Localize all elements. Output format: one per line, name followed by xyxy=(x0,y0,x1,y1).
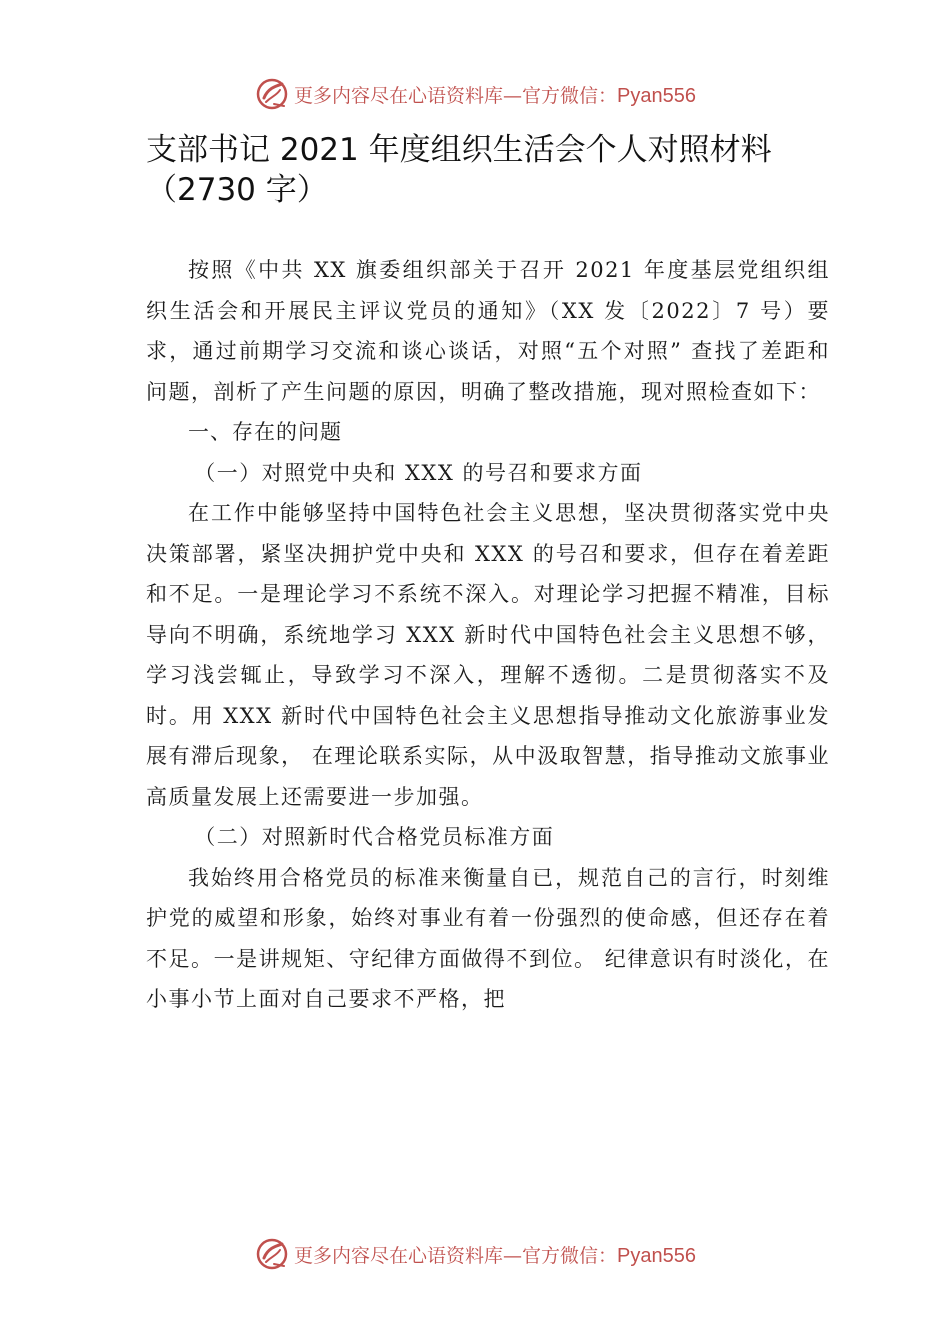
section-heading-problems: 一、存在的问题 xyxy=(188,420,342,444)
header-wechat-handle: Pyan556 xyxy=(617,84,696,107)
header-banner xyxy=(0,72,950,116)
subsection-body-2: 我始终用合格党员的标准来衡量自已，规范自己的言行，时刻维护党的威望和形象，始终对事业有着一份强烈的使命感，但还存在着不足。一是讲规矩、守纪律方面做得不到位。 纪律意识有时淡化，在小事小节上面对自己要求不严格，把 xyxy=(146,865,830,1011)
footer-banner-text: 更多内容尽在心语资料库—官方微信：Pyan556 xyxy=(294,1244,696,1267)
footer-banner xyxy=(0,1232,950,1276)
footer-brand-logo-icon xyxy=(254,1236,290,1272)
brand-logo-icon xyxy=(254,76,290,112)
header-banner-text: 更多内容尽在心语资料库—官方微信：Pyan556 xyxy=(294,84,696,107)
subsection-body-1: 在工作中能够坚持中国特色社会主义思想，坚决贯彻落实党中央决策部署，紧坚决拥护党中央和 XXX 的号召和要求，但存在着差距和不足。一是理论学习不系统不深入。对理论学习把握不精准，目标导向不明确，系统地学习 XXX 新时代中国特色社会主义思想不够，学习浅尝辄止，导致学习不深入，理解不透彻。二是贯彻落实不及时。用 XXX 新时代中国特色社会主义思想指导推动文化旅游事业发展有滞后现象， 在理论联系实际，从中汲取智慧，指导推动文旅事业高质量发展上还需要进一步加强。 xyxy=(146,501,830,809)
document-body xyxy=(146,250,830,1020)
subsection-heading-1: （一）对照党中央和 XXX 的号召和要求方面 xyxy=(194,460,643,485)
subsection-heading-2: （二）对照新时代合格党员标准方面 xyxy=(194,825,555,849)
intro-paragraph: 按照《中共 XX 旗委组织部关于召开 2021 年度基层党组织组织生活会和开展民主评议党员的通知》（XX 发〔2022〕7 号）要求，通过前期学习交流和谈心谈话，对照“五个对照” 查找了差距和问题，剖析了产生问题的原因，明确了整改措施，现对照检查如下： xyxy=(146,258,830,404)
document-title: 支部书记 2021 年度组织生活会个人对照材料（2730 字） xyxy=(146,132,772,208)
footer-wechat-handle: Pyan556 xyxy=(617,1244,696,1267)
